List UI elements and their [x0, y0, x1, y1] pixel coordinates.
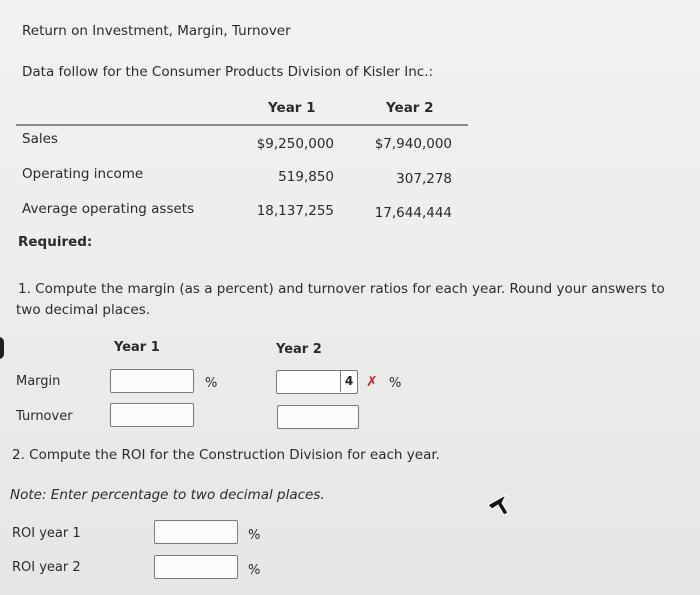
turnover-label: Turnover	[16, 409, 73, 424]
mouse-pointer-icon	[486, 493, 510, 521]
assets-year1: 18,137,255	[256, 203, 334, 219]
problem-title: Return on Investment, Margin, Turnover	[22, 23, 291, 39]
roi-year1-label: ROI year 1	[12, 526, 81, 541]
question1-line2: two decimal places.	[16, 302, 151, 318]
required-heading: Required:	[18, 234, 93, 250]
table-header-rule	[16, 124, 468, 126]
question1-line1: 1. Compute the margin (as a percent) and turnover ratios for each year. Round your answers to	[18, 281, 665, 297]
roi-year2-percent: %	[248, 563, 261, 578]
sales-year2: $7,940,000	[374, 136, 452, 152]
margin-year2-value: 4	[340, 371, 357, 392]
table-header-year2: Year 2	[386, 100, 434, 116]
question2-text: 2. Compute the ROI for the Construction Division for each year.	[12, 447, 440, 463]
scroll-edge-marker	[0, 337, 4, 359]
margin-year2-input[interactable]	[276, 370, 358, 394]
row-label-sales: Sales	[22, 131, 58, 147]
sales-year1: $9,250,000	[256, 136, 334, 152]
turnover-year2-input[interactable]	[277, 405, 359, 429]
intro-text: Data follow for the Consumer Products Division of Kisler Inc.:	[22, 64, 434, 80]
margin-year2-percent: %	[389, 376, 402, 391]
turnover-year1-input[interactable]	[110, 403, 194, 427]
x-mark-icon: ✗	[366, 374, 378, 390]
roi-year2-label: ROI year 2	[12, 560, 81, 575]
row-label-operating-income: Operating income	[22, 166, 144, 182]
roi-year1-input[interactable]	[154, 520, 238, 544]
margin-year1-input[interactable]	[110, 369, 194, 393]
row-label-average-operating-assets: Average operating assets	[22, 201, 195, 217]
margin-label: Margin	[16, 374, 61, 389]
roi-year2-input[interactable]	[154, 555, 238, 579]
margin-year1-percent: %	[205, 376, 218, 391]
answer-header-year1: Year 1	[114, 340, 160, 355]
question2-note: Note: Enter percentage to two decimal places.	[10, 487, 325, 503]
assets-year2: 17,644,444	[374, 205, 452, 221]
answer-header-year2: Year 2	[276, 342, 322, 357]
operating-income-year1: 519,850	[278, 169, 334, 185]
table-header-year1: Year 1	[268, 100, 316, 116]
operating-income-year2: 307,278	[396, 171, 452, 187]
roi-year1-percent: %	[248, 528, 261, 543]
